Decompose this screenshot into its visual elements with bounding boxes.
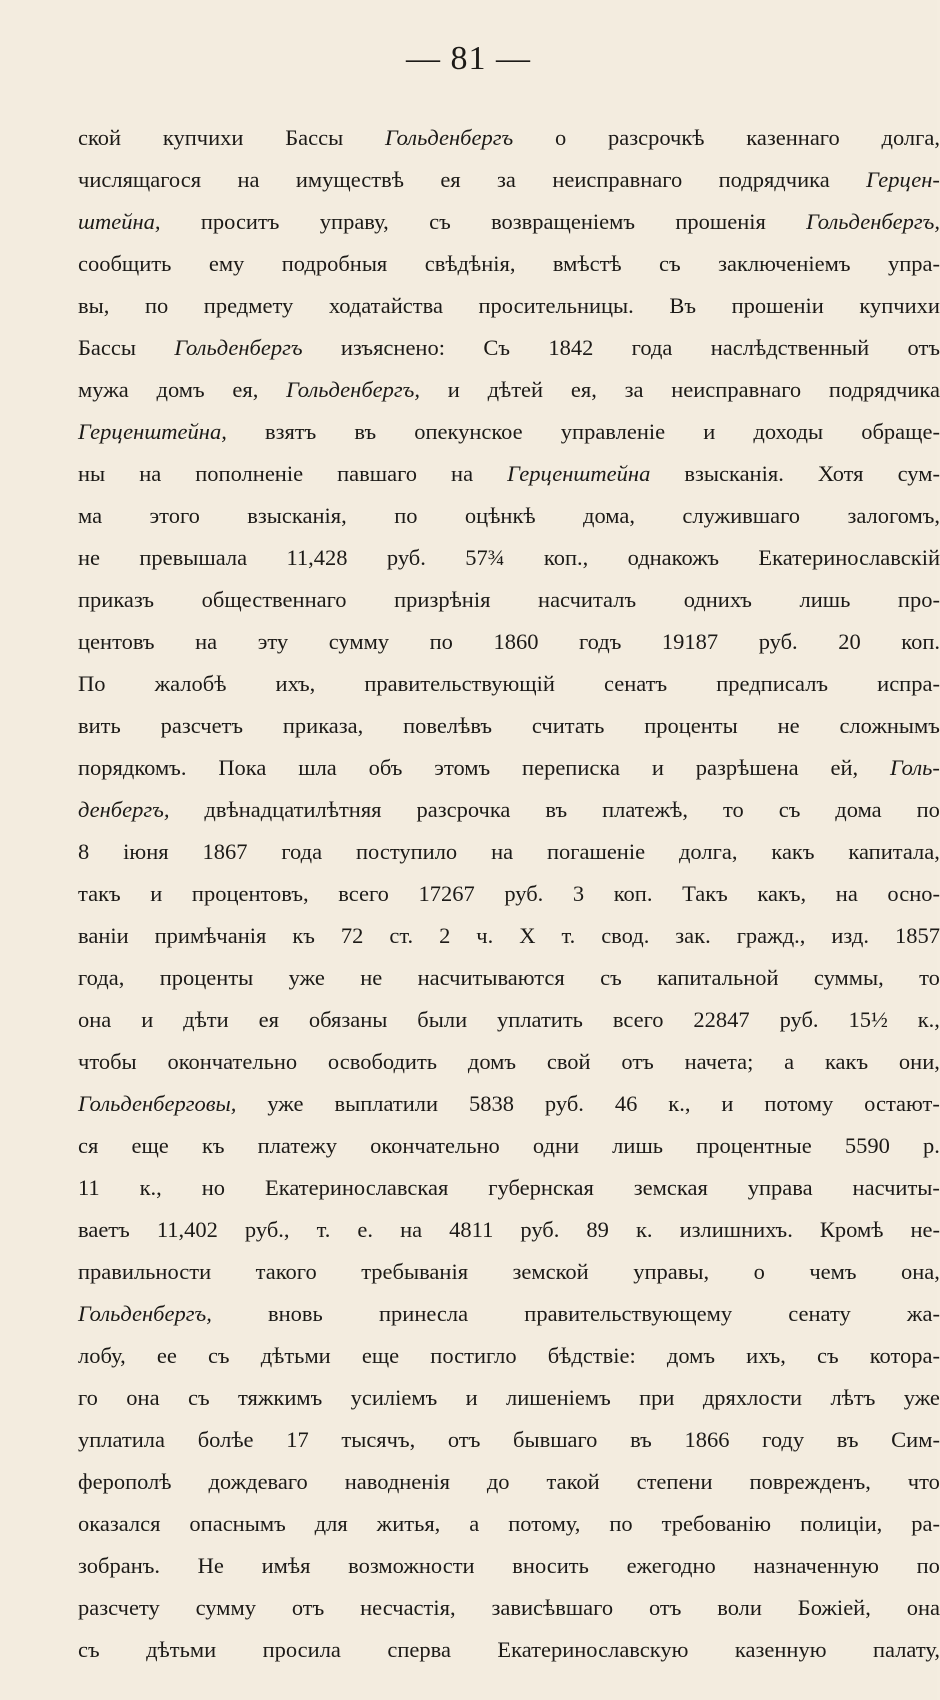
text-line: ма этого взысканія, по оцѣнкѣ дома, служившаго залогомъ, — [78, 503, 940, 528]
text-line: ваніи примѣчанія къ 72 ст. 2 ч. X т. свод. зак. гражд., изд. 1857 — [78, 923, 940, 948]
text-line: не превышала 11,428 руб. 57¾ коп., однакожъ Екатеринославскій — [78, 545, 940, 570]
text-line: уплатила болѣе 17 тысячъ, отъ бывшаго въ 1866 году въ Сим- — [78, 1427, 940, 1452]
text-line: Гольденберговы, уже выплатили 5838 руб. 46 к., и потому остают- — [78, 1091, 940, 1116]
text-line: числящагося на имуществѣ ея за неисправнаго подрядчика Герцен- — [78, 167, 940, 192]
text-line: вы, по предмету ходатайства просительницы. Въ прошеніи купчихи — [78, 293, 940, 318]
text-line: 11 к., но Екатеринославская губернская земская управа насчиты- — [78, 1175, 940, 1200]
text-line: ваетъ 11,402 руб., т. е. на 4811 руб. 89 к. излишнихъ. Кромѣ не- — [78, 1217, 940, 1242]
text-line: порядкомъ. Пока шла объ этомъ переписка и разрѣшена ей, Голь- — [78, 755, 940, 780]
text-line: правильности такого требыванія земской управы, о чемъ она, — [78, 1259, 940, 1284]
text-line: Гольденбергъ, вновь принесла правительствующему сенату жа- — [78, 1301, 940, 1326]
text-line: зобранъ. Не имѣя возможности вносить ежегодно назначенную по — [78, 1553, 940, 1578]
text-line: оказался опаснымъ для житья, а потому, по требованію полиціи, ра- — [78, 1511, 940, 1536]
text-line: чтобы окончательно освободить домъ свой отъ начета; а какъ они, — [78, 1049, 940, 1074]
text-line: приказъ общественнаго призрѣнія насчиталъ однихъ лишь про- — [78, 587, 940, 612]
text-line: ферополѣ дождеваго наводненія до такой степени поврежденъ, что — [78, 1469, 940, 1494]
body-text — [78, 117, 940, 1671]
text-line: года, проценты уже не насчитываются съ капитальной суммы, то — [78, 965, 940, 990]
text-line: ской купчихи Бассы Гольденбергъ о разсрочкѣ казеннаго долга, — [78, 125, 940, 150]
text-line: Герценштейна, взятъ въ опекунское управленіе и доходы обраще- — [78, 419, 940, 444]
text-line: ны на пополненіе павшаго на Герценштейна взысканія. Хотя сум- — [78, 461, 940, 486]
text-line: штейна, проситъ управу, съ возвращеніемъ прошенія Гольденбергъ, — [78, 209, 940, 234]
text-line: По жалобѣ ихъ, правительствующій сенатъ предписалъ испра- — [78, 671, 940, 696]
text-line: центовъ на эту сумму по 1860 годъ 19187 руб. 20 коп. — [78, 629, 940, 654]
text-line: мужа домъ ея, Гольденбергъ, и дѣтей ея, за неисправнаго подрядчика — [78, 377, 940, 402]
text-line: такъ и процентовъ, всего 17267 руб. 3 коп. Такъ какъ, на осно- — [78, 881, 940, 906]
text-line: денбергъ, двѣнадцатилѣтняя разсрочка въ платежѣ, то съ дома по — [78, 797, 940, 822]
text-line: съ дѣтьми просила сперва Екатеринославскую казенную палату, — [78, 1637, 940, 1662]
text-line: Бассы Гольденбергъ изъяснено: Съ 1842 года наслѣдственный отъ — [78, 335, 940, 360]
text-line: го она съ тяжкимъ усиліемъ и лишеніемъ при дряхлости лѣтъ уже — [78, 1385, 940, 1410]
text-line: она и дѣти ея обязаны были уплатить всего 22847 руб. 15½ к., — [78, 1007, 940, 1032]
text-line: ся еще къ платежу окончательно одни лишь процентные 5590 р. — [78, 1133, 940, 1158]
text-line: вить разсчетъ приказа, повелѣвъ считать проценты не сложнымъ — [78, 713, 940, 738]
text-line: сообщить ему подробныя свѣдѣнія, вмѣстѣ съ заключеніемъ упра- — [78, 251, 940, 276]
text-line: лобу, ее съ дѣтьми еще постигло бѣдствіе: домъ ихъ, съ котора- — [78, 1343, 940, 1368]
page-number: — 81 — — [406, 40, 531, 77]
text-line: 8 іюня 1867 года поступило на погашеніе долга, какъ капитала, — [78, 839, 940, 864]
text-line: разсчету сумму отъ несчастія, зависѣвшаго отъ воли Божіей, она — [78, 1595, 940, 1620]
